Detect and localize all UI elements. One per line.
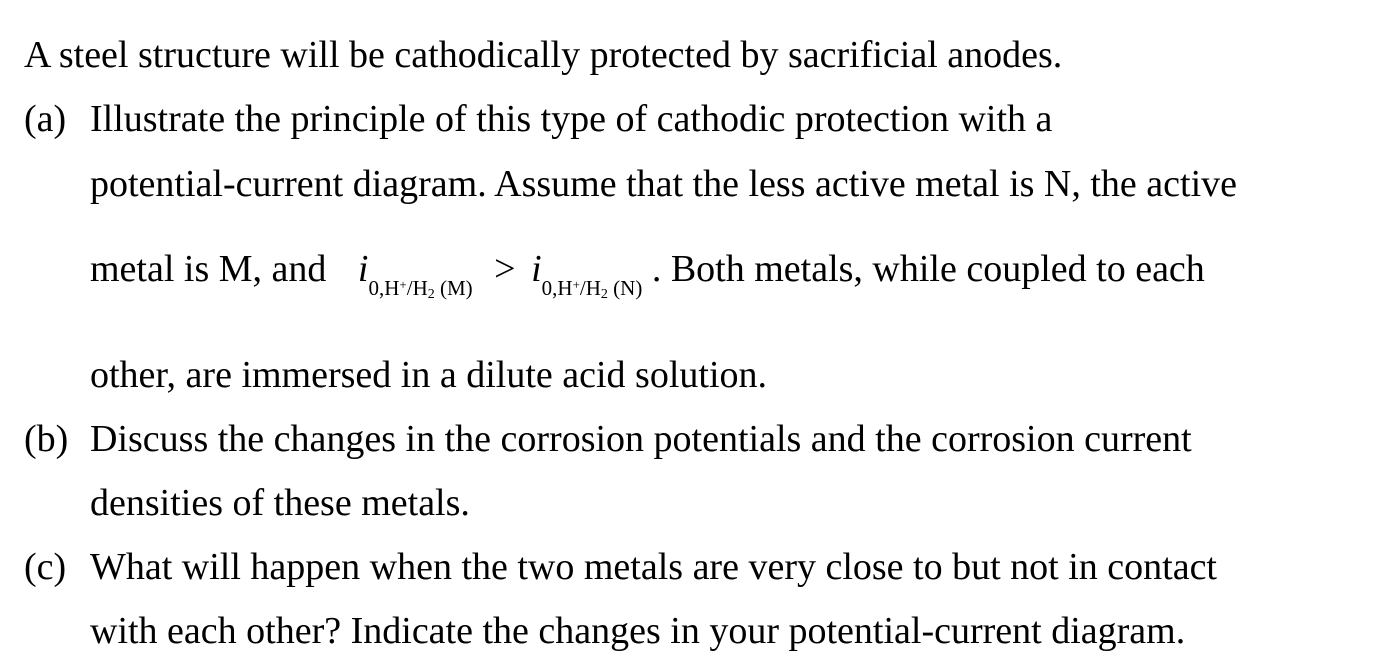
part-a-line-3 <box>90 246 1205 301</box>
current-symbol: i <box>357 248 369 290</box>
superscript-plus: + <box>399 277 407 292</box>
intro-text: A steel structure will be cathodically protected by sacrificial anodes. <box>24 34 1063 76</box>
part-a-line-3-end: . Both metals, while coupled to each <box>651 248 1205 290</box>
part-c-line-2: with each other? Indicate the changes in your potential-current diagram. <box>90 610 1186 652</box>
part-c-marker: (c) <box>24 546 67 588</box>
part-a-line-3-start: metal is M, and <box>90 248 327 290</box>
part-b-line-1: Discuss the changes in the corrosion potentials and the corrosion current <box>90 418 1192 460</box>
exchange-current-m-subscript <box>368 276 472 300</box>
sub-mid: /H <box>579 276 601 300</box>
exchange-current-n <box>531 246 642 301</box>
greater-than-sign: > <box>494 248 516 290</box>
part-b-marker: (b) <box>24 418 69 460</box>
part-a-line-1: Illustrate the principle of this type of cathodic protection with a <box>90 98 1053 140</box>
part-a-line-2: potential-current diagram. Assume that the less active metal is N, the active <box>90 163 1238 205</box>
part-a-line-4: other, are immersed in a dilute acid solution. <box>90 354 768 396</box>
exchange-current-m <box>358 246 473 301</box>
part-c-line-1: What will happen when the two metals are very close to but not in contact <box>90 546 1217 588</box>
part-b-line-2: densities of these metals. <box>90 482 470 524</box>
superscript-plus: + <box>572 277 580 292</box>
metal-m-label: (M) <box>434 276 473 300</box>
part-a-marker: (a) <box>24 98 67 140</box>
current-symbol: i <box>531 248 542 290</box>
exchange-current-n-subscript <box>542 276 643 300</box>
metal-n-label: (N) <box>607 276 643 300</box>
sub-mid: /H <box>406 276 428 300</box>
sub-number: 2 <box>427 287 435 302</box>
sub-number: 2 <box>600 287 608 302</box>
sub-prefix: 0,H <box>541 276 573 300</box>
sub-prefix: 0,H <box>368 276 400 300</box>
